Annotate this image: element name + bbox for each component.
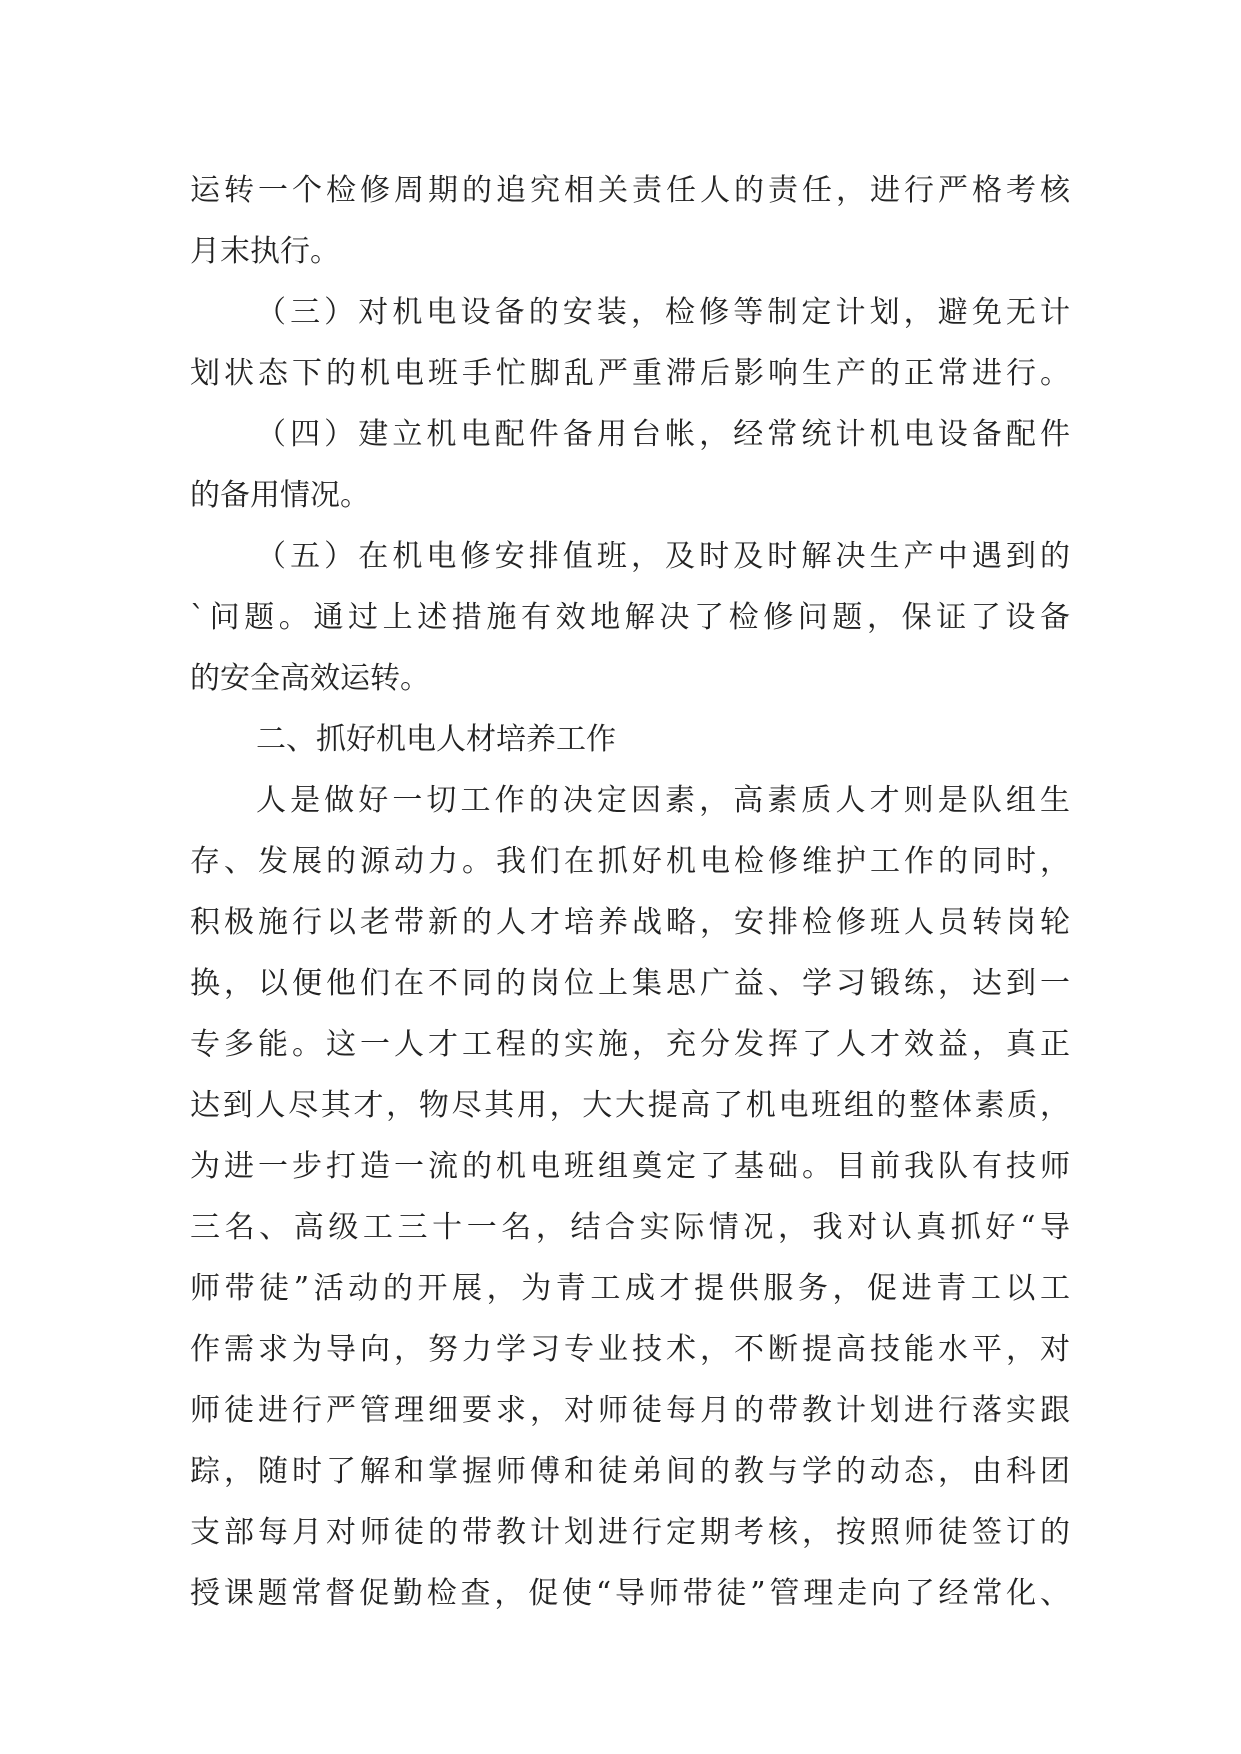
text-line: 月末执行。 [190, 234, 340, 269]
paragraph-four-line: （四）建立机电配件备用台帐，经常统计机电设备配件 [256, 417, 1070, 452]
section-heading: 二、抓好机电人材培养工作 [256, 722, 616, 757]
text-line: 支部每月对师徒的带教计划进行定期考核，按照师徒签订的 [190, 1515, 1070, 1550]
text-line: 师徒进行严管理细要求，对师徒每月的带教计划进行落实跟 [190, 1393, 1070, 1428]
text-line: 授课题常督促勤检查，促使“导师带徒”管理走向了经常化、 [190, 1576, 1070, 1611]
text-line: `问题。通过上述措施有效地解决了检修问题，保证了设备 [190, 600, 1070, 635]
text-line: 为进一步打造一流的机电班组奠定了基础。目前我队有技师 [190, 1149, 1070, 1184]
text-line: 划状态下的机电班手忙脚乱严重滞后影响生产的正常进行。 [190, 356, 1070, 391]
text-line: 达到人尽其才，物尽其用，大大提高了机电班组的整体素质， [190, 1088, 1070, 1123]
paragraph-line: 人是做好一切工作的决定因素，高素质人才则是队组生 [256, 783, 1070, 818]
text-line: 的备用情况。 [190, 478, 370, 513]
paragraph-three-line: （三）对机电设备的安装，检修等制定计划，避免无计 [256, 295, 1070, 330]
text-line: 作需求为导向，努力学习专业技术，不断提高技能水平，对 [190, 1332, 1070, 1367]
text-line: 的安全高效运转。 [190, 661, 430, 696]
paragraph-five-line: （五）在机电修安排值班，及时及时解决生产中遇到的 [256, 539, 1070, 574]
text-line: 三名、高级工三十一名，结合实际情况，我对认真抓好“导 [190, 1210, 1070, 1245]
text-line: 存、发展的源动力。我们在抓好机电检修维护工作的同时， [190, 844, 1070, 879]
text-line: 换，以便他们在不同的岗位上集思广益、学习锻练，达到一 [190, 966, 1070, 1001]
text-line: 运转一个检修周期的追究相关责任人的责任，进行严格考核 [190, 173, 1070, 208]
text-line: 踪，随时了解和掌握师傅和徒弟间的教与学的动态，由科团 [190, 1454, 1070, 1489]
text-line: 积极施行以老带新的人才培养战略，安排检修班人员转岗轮 [190, 905, 1070, 940]
document-body [190, 160, 1070, 1624]
text-line: 师带徒”活动的开展，为青工成才提供服务，促进青工以工 [190, 1271, 1070, 1306]
text-line: 专多能。这一人才工程的实施，充分发挥了人才效益，真正 [190, 1027, 1070, 1062]
